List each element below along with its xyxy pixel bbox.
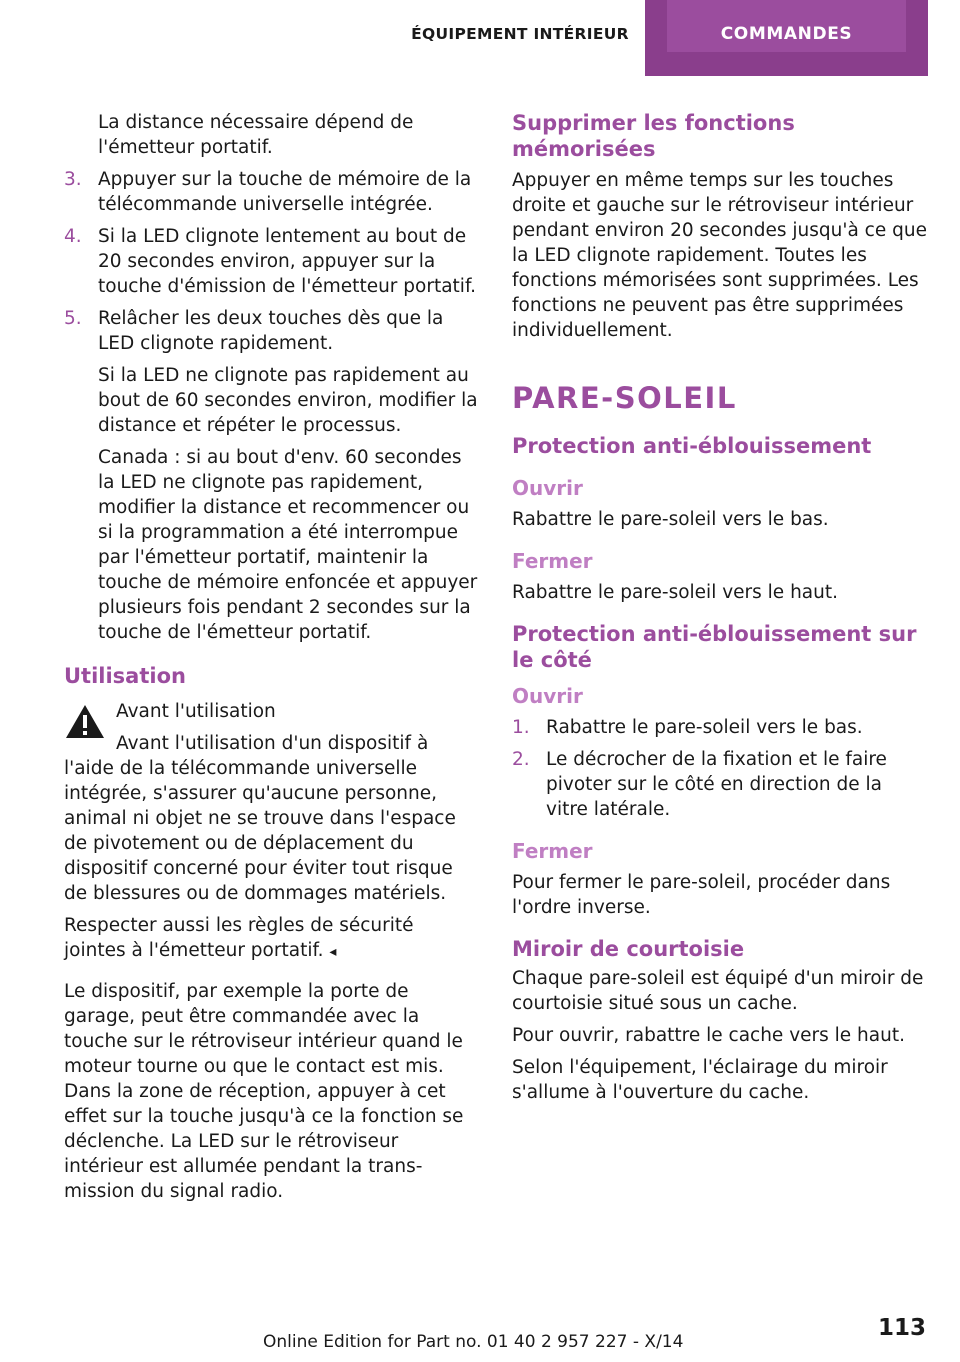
step-text: Le décrocher de la fixation et le faire pivoter sur le côté en direction de la vitre latérale. xyxy=(546,749,887,820)
mirror-paragraph: Selon l'équipement, l'éclairage du miroir s'allume à l'ouverture du cache. xyxy=(512,1057,888,1103)
step5-note: Si la LED ne clignote pas rapidement au bout de 60 secondes environ, modifier la distance et répéter le processus. xyxy=(98,365,478,436)
close-text: Rabattre le pare-soleil vers le haut. xyxy=(512,582,838,603)
list-item xyxy=(64,224,480,299)
footer-edition: Online Edition for Part no. 01 40 2 957 227 - X/14 xyxy=(263,1332,684,1352)
header-tab-label: COMMANDES xyxy=(667,0,906,52)
list-item xyxy=(64,167,480,217)
delete-heading: Supprimer les fonctions mémorisées xyxy=(512,111,795,161)
list-item xyxy=(64,306,480,356)
side-anti-glare-heading: Protection anti-éblouissement sur le côté xyxy=(512,622,917,672)
warning-block xyxy=(64,699,480,906)
step5-canada-note: Canada : si au bout d'env. 60 secondes la LED ne clignote pas rapidement, modifier la distance et recommencer ou si la programmation a été interrompue par l'émetteur portatif, maintenir la touche de mémoire enfoncée et appuyer plusieurs fois pendant 2 secondes sur la touche de l'émetteur portatif. xyxy=(98,447,478,643)
section-title: PARE-SOLEIL xyxy=(512,381,737,415)
step-continuation: La distance nécessaire dépend de l'émetteur portatif. xyxy=(98,112,414,158)
delete-paragraph: Appuyer en même temps sur les touches droite et gauche sur le rétroviseur intérieur pendant environ 20 secondes jusqu'à ce que la LED clignote rapidement. Toutes les fonctions mémorisées sont supprimées. Les fonctions ne peuvent pas être supprimées individuellement. xyxy=(512,170,927,341)
step-text: Rabattre le pare-soleil vers le bas. xyxy=(546,717,863,738)
header-section-title: ÉQUIPEMENT INTÉRIEUR xyxy=(411,25,629,43)
page-number: 113 xyxy=(877,1315,926,1341)
usage-paragraph: Le dispositif, par exemple la porte de garage, peut être commandée avec la touche sur le rétroviseur intérieur quand le moteur tourne ou que le contact est mis. Dans la zone de réception, appuyer à cet effet sur la touche jusqu'à ce la fonction se déclenche. La LED sur le rétroviseur intérieur est allumée pendant la transmission du signal radio. xyxy=(64,981,464,1202)
side-close-heading: Fermer xyxy=(512,839,593,863)
side-close-text: Pour fermer le pare-soleil, procéder dans l'ordre inverse. xyxy=(512,872,891,918)
anti-glare-heading: Protection anti-éblouissement xyxy=(512,434,872,458)
programming-steps xyxy=(64,167,480,356)
side-open-heading: Ouvrir xyxy=(512,684,583,708)
list-item xyxy=(512,747,928,822)
step-number: 4. xyxy=(64,226,82,247)
warning-safety-text: Respecter aussi les règles de sécurité jointes à l'émetteur portatif. xyxy=(64,915,414,961)
step-number: 5. xyxy=(64,308,82,329)
step-text: Si la LED clignote lentement au bout de 20 secondes environ, appuyer sur la touche d'émission de l'émetteur portatif. xyxy=(98,226,476,297)
end-mark-icon: ◂ xyxy=(329,944,337,960)
header-tab xyxy=(645,0,928,76)
warning-icon xyxy=(64,703,106,741)
list-item xyxy=(512,715,928,740)
step-number: 1. xyxy=(512,717,530,738)
open-text: Rabattre le pare-soleil vers le bas. xyxy=(512,509,829,530)
step-text: Relâcher les deux touches dès que la LED clignote rapidement. xyxy=(98,308,444,354)
left-column xyxy=(64,110,480,1211)
warning-body-text: Avant l'utilisation d'un dispositif à l'aide de la télécommande universelle intégrée, s'assurer qu'aucune personne, animal ni objet ne se trouve dans l'espace de pivotement ou de déplacement du dispositif concerné pour éviter tout risque de blessures ou de dommages matériels. xyxy=(64,733,456,904)
warning-title: Avant l'utilisation xyxy=(116,701,276,722)
mirror-paragraph: Chaque pare-soleil est équipé d'un miroir de courtoisie situé sous un cache. xyxy=(512,968,924,1014)
warning-safety-note xyxy=(64,913,480,965)
right-column xyxy=(512,110,928,1112)
open-heading: Ouvrir xyxy=(512,476,583,500)
step-text: Appuyer sur la touche de mémoire de la télécommande universelle intégrée. xyxy=(98,169,472,215)
step-number: 2. xyxy=(512,749,530,770)
warning-body xyxy=(64,731,480,906)
step-number: 3. xyxy=(64,169,82,190)
mirror-heading: Miroir de courtoisie xyxy=(512,937,745,961)
side-steps xyxy=(512,715,928,822)
utilisation-heading: Utilisation xyxy=(64,664,186,688)
close-heading: Fermer xyxy=(512,549,593,573)
mirror-paragraph: Pour ouvrir, rabattre le cache vers le haut. xyxy=(512,1025,905,1046)
